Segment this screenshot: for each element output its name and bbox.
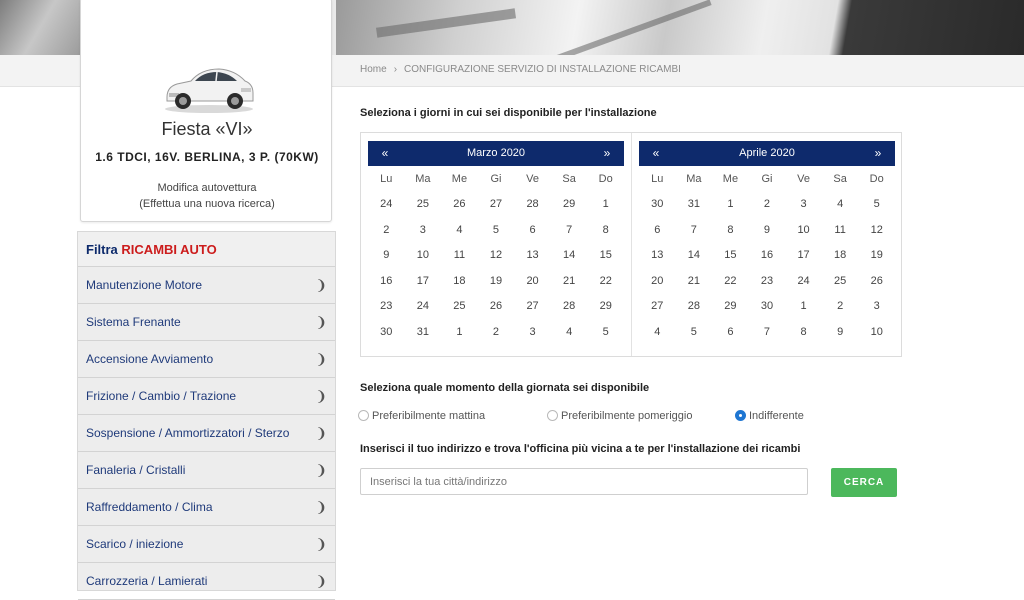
- calendar-day[interactable]: 29: [563, 198, 576, 210]
- calendar-day[interactable]: 29: [599, 300, 612, 312]
- weekday-label: Ma: [686, 173, 702, 185]
- radio-button[interactable]: [547, 410, 558, 421]
- modify-vehicle-label: Modifica autovettura: [157, 182, 257, 194]
- calendar-day[interactable]: 5: [492, 223, 500, 236]
- weekday-label: Sa: [833, 173, 847, 185]
- filter-item[interactable]: [78, 267, 335, 304]
- filter-item-label: Sistema Frenante: [86, 315, 181, 329]
- weekday-label: Gi: [761, 173, 773, 185]
- calendar-march: [368, 141, 624, 345]
- filter-item[interactable]: [78, 304, 335, 341]
- radio-indifferent-label: Indifferente: [749, 410, 804, 422]
- calendar-day[interactable]: 4: [456, 223, 463, 236]
- chevron-right-icon: ❩: [315, 462, 327, 478]
- calendar-divider: [631, 133, 632, 356]
- weekday-label: Ma: [415, 173, 431, 185]
- filter-item[interactable]: [78, 415, 335, 452]
- days-section-title: Seleziona i giorni in cui sei disponibile per l'installazione: [360, 107, 657, 119]
- calendar-day[interactable]: 22: [724, 274, 737, 287]
- calendar-day[interactable]: 27: [489, 198, 503, 210]
- calendar-day[interactable]: 24: [380, 198, 393, 210]
- filter-item-label: Accensione Avviamento: [86, 352, 214, 366]
- calendar-day[interactable]: 30: [760, 300, 774, 312]
- filter-title: [78, 232, 335, 267]
- calendar-header: [639, 141, 895, 166]
- calendar-container: [360, 132, 902, 357]
- filter-item-label: Raffreddamento / Clima: [86, 500, 213, 514]
- calendar-day[interactable]: 23: [760, 274, 774, 287]
- calendar-day[interactable]: 26: [489, 300, 503, 312]
- calendar-day[interactable]: 12: [870, 223, 883, 236]
- filter-item[interactable]: [78, 452, 335, 489]
- calendar-day[interactable]: 28: [526, 198, 539, 210]
- chevron-right-icon: ❩: [315, 388, 327, 404]
- calendar-day[interactable]: 22: [599, 274, 612, 287]
- calendar-day[interactable]: 30: [651, 198, 664, 210]
- filter-item-label: Carrozzeria / Lamierati: [86, 574, 208, 588]
- address-section-title: Inserisci il tuo indirizzo e trova l'officina più vicina a te per l'installazione dei ricambi: [360, 443, 801, 455]
- chevron-right-icon: ❩: [315, 499, 327, 515]
- hero-image-left: [0, 0, 80, 55]
- filter-title-prefix: Filtra: [86, 242, 118, 257]
- calendar-day[interactable]: 13: [526, 249, 539, 261]
- calendar-day[interactable]: 30: [380, 325, 393, 338]
- calendar-prev-button[interactable]: «: [652, 146, 660, 160]
- calendar-day[interactable]: 16: [760, 249, 774, 261]
- filter-item-label: Scarico / iniezione: [86, 537, 184, 551]
- weekday-label: Ve: [526, 173, 539, 185]
- calendar-day[interactable]: 5: [873, 198, 880, 210]
- calendar-day[interactable]: 28: [563, 300, 576, 312]
- calendar-day[interactable]: 17: [416, 274, 429, 287]
- chevron-right-icon: ❩: [315, 314, 327, 330]
- radio-morning-label: Preferibilmente mattina: [372, 410, 486, 422]
- filter-title-highlight: RICAMBI AUTO: [121, 242, 217, 257]
- filter-item-label: Sospensione / Ammortizzatori / Sterzo: [86, 426, 290, 440]
- calendar-day[interactable]: 25: [834, 274, 847, 287]
- car-image: [161, 57, 257, 115]
- calendar-day[interactable]: 7: [763, 325, 771, 338]
- calendar-day[interactable]: 11: [453, 249, 466, 261]
- calendar-day[interactable]: 2: [383, 223, 390, 236]
- radio-afternoon-label: Preferibilmente pomeriggio: [561, 410, 693, 422]
- calendar-day[interactable]: 2: [837, 300, 844, 312]
- calendar-day[interactable]: 4: [566, 325, 573, 338]
- vehicle-card: [80, 0, 332, 222]
- calendar-day[interactable]: 8: [602, 223, 609, 236]
- calendar-next-button[interactable]: »: [603, 146, 611, 160]
- calendar-day[interactable]: 24: [416, 300, 429, 312]
- calendar-day[interactable]: 9: [383, 249, 390, 261]
- calendar-day[interactable]: 18: [453, 274, 466, 287]
- address-input[interactable]: [360, 468, 808, 495]
- calendar-day[interactable]: 10: [416, 249, 429, 261]
- calendar-day[interactable]: 25: [416, 198, 429, 210]
- search-button[interactable]: CERCA: [831, 468, 897, 497]
- calendar-april: [639, 141, 895, 345]
- weekday-label: Me: [451, 173, 468, 185]
- calendar-day[interactable]: 27: [526, 300, 539, 312]
- calendar-day[interactable]: 21: [563, 274, 576, 287]
- calendar-next-button[interactable]: »: [874, 146, 882, 160]
- calendar-day[interactable]: 2: [763, 198, 771, 210]
- calendar-day[interactable]: 6: [529, 223, 536, 236]
- calendar-day[interactable]: 11: [834, 223, 846, 236]
- chevron-right-icon: ❩: [315, 425, 327, 441]
- filter-item-label: Fanaleria / Cristalli: [86, 463, 186, 477]
- calendar-day[interactable]: 10: [870, 325, 883, 338]
- calendar-month-title: Aprile 2020: [739, 147, 795, 159]
- calendar-day[interactable]: 26: [870, 274, 883, 287]
- filter-item-label: Frizione / Cambio / Trazione: [86, 389, 237, 403]
- calendar-day[interactable]: 27: [651, 300, 664, 312]
- chevron-right-icon: ❩: [315, 573, 327, 589]
- calendar-day[interactable]: 24: [797, 274, 810, 287]
- weekday-label: Lu: [651, 173, 664, 185]
- calendar-day[interactable]: 6: [654, 223, 661, 236]
- chevron-right-icon: ❩: [315, 351, 327, 367]
- calendar-day[interactable]: 8: [727, 223, 734, 236]
- calendar-day[interactable]: 5: [602, 325, 609, 338]
- filter-item[interactable]: [78, 526, 335, 563]
- calendar-month-title: Marzo 2020: [466, 147, 526, 159]
- calendar-grid: [368, 166, 624, 345]
- filter-list: [78, 267, 335, 600]
- calendar-day[interactable]: 14: [687, 249, 700, 261]
- calendar-day[interactable]: 20: [651, 274, 664, 287]
- calendar-day[interactable]: 3: [873, 300, 880, 312]
- calendar-day[interactable]: 20: [526, 274, 539, 287]
- calendar-day[interactable]: 4: [837, 198, 844, 210]
- calendar-day[interactable]: 12: [489, 249, 503, 261]
- radio-button[interactable]: [735, 410, 746, 421]
- calendar-header: [368, 141, 624, 166]
- calendar-day[interactable]: 2: [492, 325, 500, 338]
- calendar-day[interactable]: 31: [416, 325, 429, 338]
- calendar-day[interactable]: 15: [724, 249, 737, 261]
- breadcrumb-current: CONFIGURAZIONE SERVIZIO DI INSTALLAZIONE RICAMBI: [404, 64, 681, 75]
- calendar-day[interactable]: 7: [690, 223, 697, 236]
- calendar-day[interactable]: 21: [687, 274, 700, 287]
- calendar-day[interactable]: 28: [687, 300, 700, 312]
- filter-item[interactable]: [78, 378, 335, 415]
- calendar-day[interactable]: 17: [797, 249, 810, 261]
- radio-indifferent[interactable]: [735, 410, 804, 422]
- weekday-label: Do: [869, 173, 884, 185]
- calendar-day[interactable]: 14: [563, 249, 576, 261]
- calendar-grid: [639, 166, 895, 345]
- parts-filter-panel: [77, 231, 336, 591]
- calendar-day[interactable]: 4: [654, 325, 661, 338]
- vehicle-spec: 1.6 TDCI, 16V. BERLINA, 3 P. (70KW): [95, 150, 319, 164]
- calendar-day[interactable]: 19: [489, 274, 503, 287]
- time-section-title: Seleziona quale momento della giornata sei disponibile: [360, 382, 650, 394]
- modify-vehicle-link[interactable]: [81, 180, 333, 212]
- calendar-day[interactable]: 8: [800, 325, 807, 338]
- calendar-day[interactable]: 29: [724, 300, 737, 312]
- weekday-label: Do: [598, 173, 613, 185]
- calendar-day[interactable]: 25: [453, 300, 466, 312]
- filter-item-label: Manutenzione Motore: [86, 278, 203, 292]
- weekday-label: Gi: [490, 173, 502, 185]
- calendar-day[interactable]: 9: [837, 325, 844, 338]
- chevron-right-icon: ❩: [315, 536, 327, 552]
- calendar-day[interactable]: 10: [797, 223, 810, 236]
- calendar-day[interactable]: 1: [456, 325, 463, 338]
- new-search-label: (Effettua una nuova ricerca): [139, 198, 275, 210]
- weekday-label: Sa: [562, 173, 576, 185]
- chevron-right-icon: ❩: [315, 277, 327, 293]
- weekday-label: Ve: [797, 173, 810, 185]
- calendar-day[interactable]: 3: [529, 325, 536, 338]
- calendar-day[interactable]: 6: [727, 325, 734, 338]
- calendar-day[interactable]: 1: [602, 198, 609, 210]
- radio-afternoon[interactable]: [547, 410, 692, 422]
- calendar-prev-button[interactable]: «: [381, 146, 389, 160]
- calendar-day[interactable]: 5: [690, 325, 697, 338]
- calendar-day[interactable]: 19: [870, 249, 883, 261]
- calendar-day[interactable]: 16: [380, 274, 393, 287]
- calendar-day[interactable]: 23: [380, 300, 393, 312]
- filter-item[interactable]: [78, 489, 335, 526]
- breadcrumb-home-link[interactable]: Home: [360, 64, 387, 75]
- calendar-day[interactable]: 3: [800, 198, 807, 210]
- breadcrumb-separator: ›: [393, 64, 398, 75]
- calendar-day[interactable]: 31: [687, 198, 700, 210]
- calendar-day[interactable]: 26: [453, 198, 466, 210]
- calendar-day[interactable]: 7: [566, 223, 573, 236]
- calendar-day[interactable]: 13: [651, 249, 664, 261]
- vehicle-name: Fiesta «VI»: [161, 119, 253, 139]
- calendar-day[interactable]: 1: [727, 198, 734, 210]
- calendar-day[interactable]: 1: [800, 300, 807, 312]
- filter-item[interactable]: [78, 563, 335, 600]
- hero-image: [336, 0, 1024, 55]
- filter-item[interactable]: [78, 341, 335, 378]
- calendar-day[interactable]: 3: [419, 223, 426, 236]
- calendar-day[interactable]: 9: [763, 223, 771, 236]
- calendar-day[interactable]: 15: [599, 249, 612, 261]
- weekday-label: Me: [722, 173, 739, 185]
- radio-button[interactable]: [358, 410, 369, 421]
- radio-morning[interactable]: [358, 410, 485, 422]
- weekday-label: Lu: [380, 173, 393, 185]
- breadcrumb: [360, 64, 681, 75]
- calendar-day[interactable]: 18: [834, 249, 847, 261]
